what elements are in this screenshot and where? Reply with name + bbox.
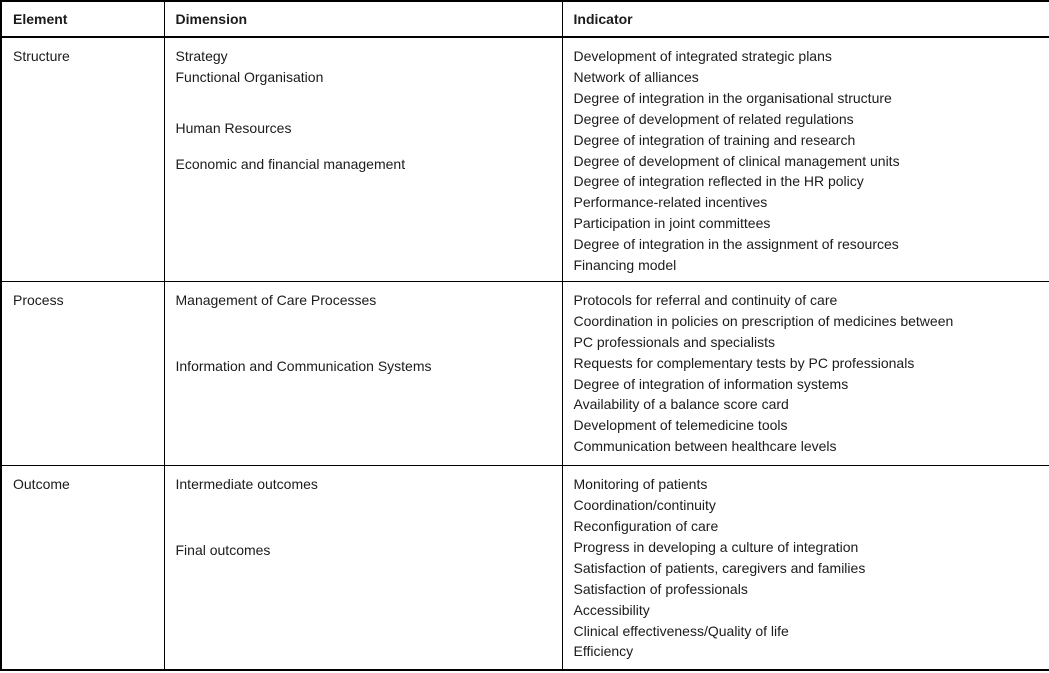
- table-row: [1, 37, 1049, 281]
- indicator-line: Degree of integration in the assignment of resources: [573, 236, 899, 253]
- header-row: [1, 1, 1049, 37]
- dimension-line: Functional Organisation: [175, 68, 324, 85]
- indicator-line: Development of telemedicine tools: [573, 417, 788, 434]
- indicator-line: Financing model: [573, 257, 677, 274]
- element-cell: [1, 466, 164, 670]
- indicator-line: Degree of integration in the organisational structure: [573, 89, 892, 106]
- table-row: [1, 466, 1049, 670]
- dimension-line: Economic and financial management: [175, 155, 406, 172]
- indicator-line: Protocols for referral and continuity of care: [573, 291, 838, 308]
- indicator-line: Progress in developing a culture of integration: [573, 538, 859, 555]
- indicator-line: Development of integrated strategic plans: [573, 48, 832, 64]
- header-indicator: Indicator: [562, 1, 1049, 37]
- table-header: [1, 1, 1049, 37]
- indicator-cell: [562, 466, 1049, 670]
- indicator-line: Participation in joint committees: [573, 215, 771, 232]
- header-element: Element: [1, 1, 164, 37]
- indicator-line: Efficiency: [573, 643, 634, 660]
- dimension-line: Strategy: [175, 48, 228, 64]
- indicator-line: Coordination/continuity: [573, 497, 716, 514]
- blank-line: [176, 341, 552, 356]
- indicator-line: Clinical effectiveness/Quality of life: [573, 622, 789, 639]
- indicator-line: Degree of development of related regulations: [573, 110, 854, 127]
- dimension-cell: [164, 281, 562, 465]
- indicator-line: Satisfaction of professionals: [573, 580, 748, 597]
- indicator-line: Coordination in policies on prescription of medicines between: [573, 312, 954, 329]
- element-label: Outcome: [13, 476, 70, 493]
- dimension-cell: [164, 37, 562, 281]
- table-row: [1, 281, 1049, 465]
- dimension-cell: [164, 466, 562, 670]
- indicator-line: PC professionals and specialists: [573, 333, 776, 350]
- indicator-line: Degree of development of clinical management units: [573, 152, 900, 169]
- indicator-line: Accessibility: [573, 601, 650, 618]
- blank-line: [176, 88, 552, 103]
- indicator-line: Requests for complementary tests by PC professionals: [573, 354, 915, 371]
- indicator-line: Network of alliances: [573, 68, 699, 85]
- blank-line: [176, 525, 552, 540]
- indicator-cell: [562, 37, 1049, 281]
- indicator-line: Communication between healthcare levels: [573, 438, 837, 455]
- element-cell: [1, 37, 164, 281]
- indicator-line: Availability of a balance score card: [573, 396, 789, 413]
- blank-line: [176, 311, 552, 326]
- element-label: Structure: [13, 48, 70, 64]
- blank-line: [176, 103, 552, 118]
- dimension-line: Management of Care Processes: [175, 291, 377, 308]
- indicator-cell: [562, 281, 1049, 465]
- dimension-line: Human Resources: [175, 119, 292, 136]
- dimension-line: Intermediate outcomes: [175, 476, 318, 493]
- indicator-line: Degree of integration of training and research: [573, 131, 856, 148]
- indicator-line: Degree of integration of information systems: [573, 375, 849, 392]
- table-body: [1, 37, 1049, 670]
- indicator-line: Degree of integration reflected in the HR policy: [573, 173, 864, 190]
- indicator-line: Reconfiguration of care: [573, 517, 719, 534]
- blank-line: [176, 326, 552, 341]
- header-dimension: Dimension: [164, 1, 562, 37]
- blank-line: [176, 139, 552, 154]
- indicator-line: Performance-related incentives: [573, 194, 768, 211]
- indicator-line: Monitoring of patients: [573, 476, 708, 493]
- blank-line: [176, 495, 552, 510]
- dimension-line: Information and Communication Systems: [175, 357, 432, 374]
- indicator-line: Satisfaction of patients, caregivers and families: [573, 559, 866, 576]
- blank-line: [176, 510, 552, 525]
- element-cell: [1, 281, 164, 465]
- element-label: Process: [13, 291, 64, 308]
- dimension-line: Final outcomes: [175, 542, 271, 559]
